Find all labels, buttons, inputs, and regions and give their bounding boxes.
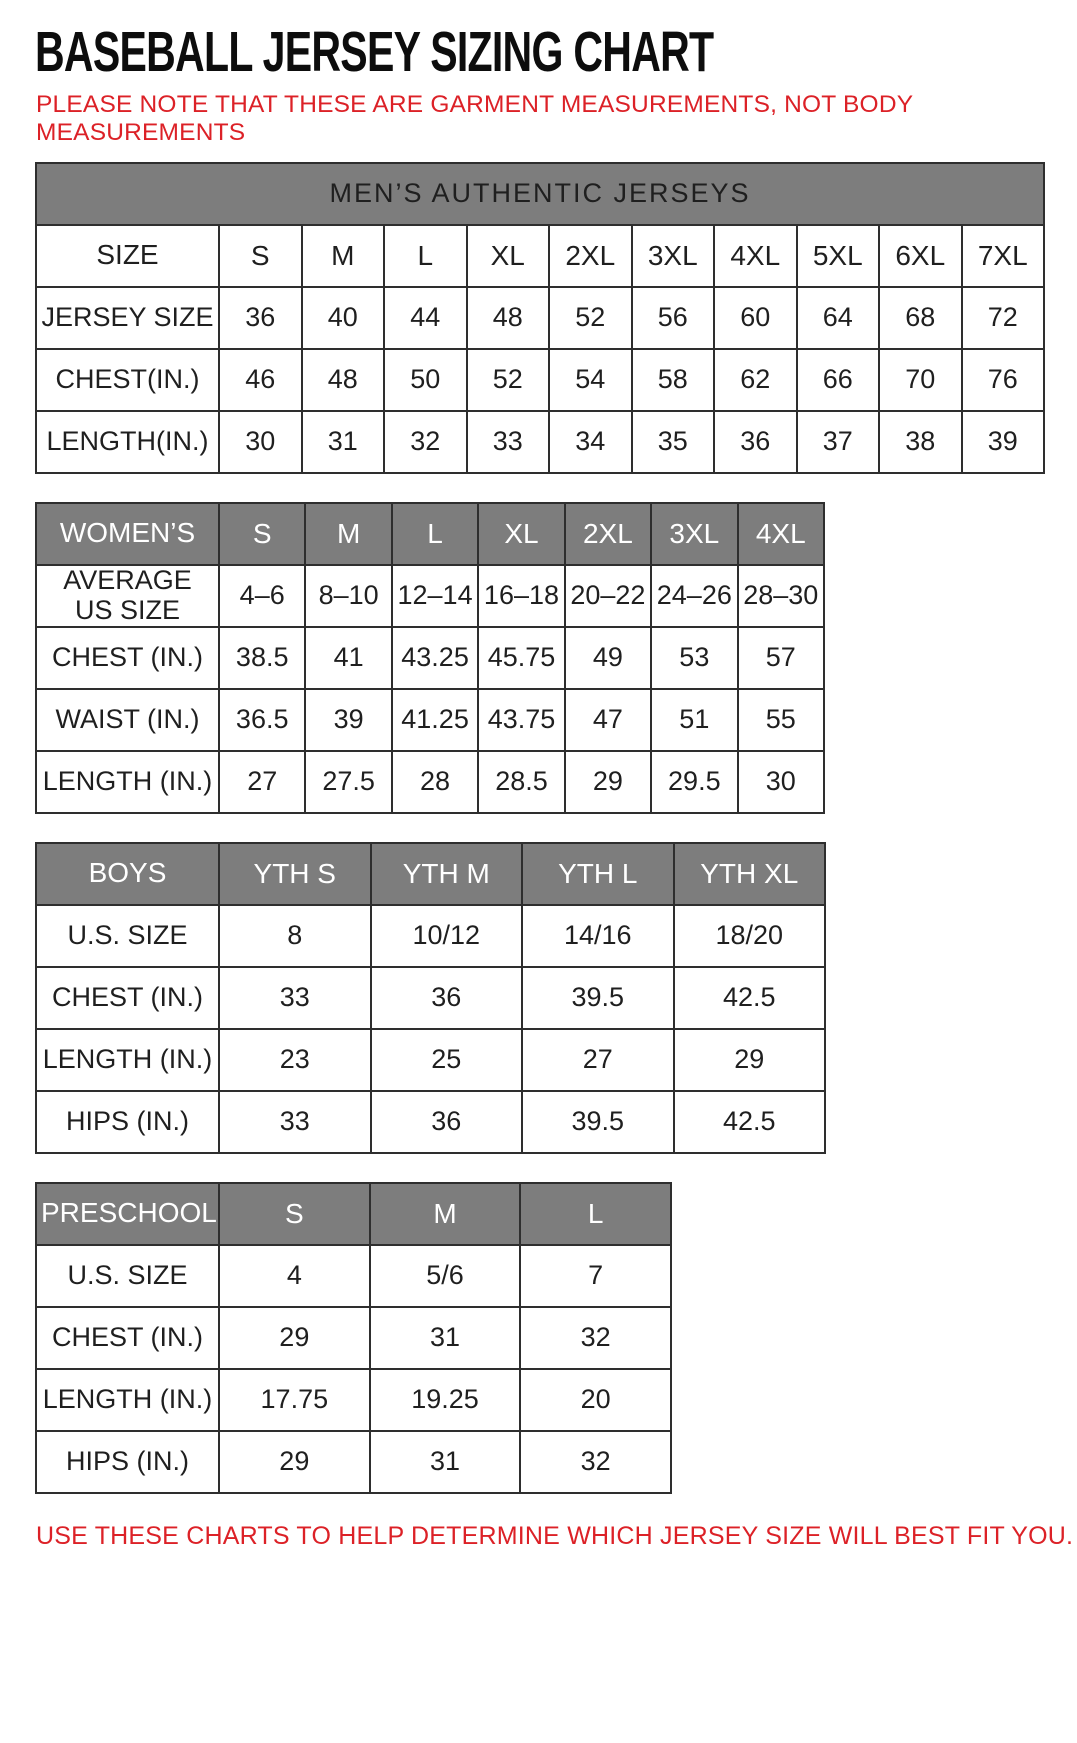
table-header-row [36,843,825,905]
table-header-row [36,1183,671,1245]
row-label-cell: U.S. SIZE [36,1245,219,1307]
boys-sizing-table [35,842,826,1154]
value-cell: 29.5 [651,751,737,813]
value-cell: 30 [738,751,824,813]
table-row [36,689,824,751]
value-cell: 31 [370,1307,521,1369]
table-header-cell: L [392,503,478,565]
table-header-cell: L [520,1183,671,1245]
garment-measurement-note: PLEASE NOTE THAT THESE ARE GARMENT MEASUREMENTS, NOT BODY MEASUREMENTS [36,91,913,147]
value-cell: 72 [962,287,1045,349]
value-cell: 27 [219,751,305,813]
value-cell: 28.5 [478,751,564,813]
value-cell: 29 [674,1029,826,1091]
table-header-cell: YTH XL [674,843,826,905]
table-row [36,905,825,967]
value-cell: 42.5 [674,1091,826,1153]
value-cell: 31 [302,411,385,473]
table-header-cell: 7XL [962,225,1045,287]
table-header-cell: XL [478,503,564,565]
value-cell: 64 [797,287,880,349]
table-header-cell: YTH M [371,843,523,905]
value-cell: 12–14 [392,565,478,627]
table-header-cell: L [384,225,467,287]
value-cell: 48 [302,349,385,411]
value-cell: 60 [714,287,797,349]
value-cell: 35 [632,411,715,473]
value-cell: 40 [302,287,385,349]
table-row [36,411,1044,473]
value-cell: 8–10 [305,565,391,627]
value-cell: 62 [714,349,797,411]
value-cell: 41.25 [392,689,478,751]
row-label-cell: HIPS (IN.) [36,1431,219,1493]
value-cell: 33 [219,1091,371,1153]
table-header-cell: XL [467,225,550,287]
value-cell: 51 [651,689,737,751]
row-label-cell: CHEST(IN.) [36,349,219,411]
table-header-cell: YTH S [219,843,371,905]
value-cell: 39 [962,411,1045,473]
value-cell: 29 [219,1431,370,1493]
value-cell: 38.5 [219,627,305,689]
value-cell: 4–6 [219,565,305,627]
value-cell: 25 [371,1029,523,1091]
value-cell: 46 [219,349,302,411]
table-header-cell: S [219,225,302,287]
value-cell: 17.75 [219,1369,370,1431]
value-cell: 52 [467,349,550,411]
table-row [36,287,1044,349]
value-cell: 19.25 [370,1369,521,1431]
value-cell: 10/12 [371,905,523,967]
row-label-cell: U.S. SIZE [36,905,219,967]
table-header-cell: 5XL [797,225,880,287]
value-cell: 55 [738,689,824,751]
table-row [36,967,825,1029]
value-cell: 58 [632,349,715,411]
value-cell: 16–18 [478,565,564,627]
value-cell: 27.5 [305,751,391,813]
value-cell: 28–30 [738,565,824,627]
value-cell: 39.5 [522,1091,674,1153]
row-label-cell: LENGTH(IN.) [36,411,219,473]
preschool-sizing-table [35,1182,672,1494]
value-cell: 28 [392,751,478,813]
value-cell: 56 [632,287,715,349]
table-row [36,1091,825,1153]
value-cell: 34 [549,411,632,473]
value-cell: 37 [797,411,880,473]
table-header-cell: BOYS [36,843,219,905]
value-cell: 57 [738,627,824,689]
value-cell: 38 [879,411,962,473]
value-cell: 36.5 [219,689,305,751]
table-row [36,1369,671,1431]
value-cell: 5/6 [370,1245,521,1307]
mens-authentic-jerseys-table [35,162,1045,474]
row-label-cell: LENGTH (IN.) [36,1029,219,1091]
table-header-cell: S [219,1183,370,1245]
value-cell: 32 [520,1307,671,1369]
table-row [36,1307,671,1369]
value-cell: 52 [549,287,632,349]
value-cell: 24–26 [651,565,737,627]
value-cell: 23 [219,1029,371,1091]
table-banner-row [36,163,1044,225]
value-cell: 7 [520,1245,671,1307]
value-cell: 54 [549,349,632,411]
value-cell: 76 [962,349,1045,411]
value-cell: 32 [520,1431,671,1493]
value-cell: 4 [219,1245,370,1307]
table-row [36,1029,825,1091]
table-header-row [36,225,1044,287]
row-label-cell: AVERAGE US SIZE [36,565,219,627]
value-cell: 20–22 [565,565,651,627]
value-cell: 8 [219,905,371,967]
value-cell: 47 [565,689,651,751]
row-label-cell: LENGTH (IN.) [36,751,219,813]
womens-sizing-table [35,502,825,814]
table-header-cell: PRESCHOOL [36,1183,219,1245]
value-cell: 49 [565,627,651,689]
table-header-cell: 4XL [738,503,824,565]
table-header-cell: 3XL [632,225,715,287]
mens-authentic-jerseys-banner: MEN’S AUTHENTIC JERSEYS [36,163,1044,225]
value-cell: 29 [565,751,651,813]
table-header-cell: 2XL [565,503,651,565]
value-cell: 43.75 [478,689,564,751]
value-cell: 18/20 [674,905,826,967]
value-cell: 31 [370,1431,521,1493]
row-label-cell: CHEST (IN.) [36,967,219,1029]
table-header-cell: YTH L [522,843,674,905]
value-cell: 39.5 [522,967,674,1029]
table-row [36,1245,671,1307]
table-header-cell: M [370,1183,521,1245]
value-cell: 36 [371,967,523,1029]
value-cell: 42.5 [674,967,826,1029]
row-label-cell: CHEST (IN.) [36,627,219,689]
value-cell: 70 [879,349,962,411]
value-cell: 30 [219,411,302,473]
value-cell: 45.75 [478,627,564,689]
value-cell: 27 [522,1029,674,1091]
table-row [36,627,824,689]
value-cell: 53 [651,627,737,689]
value-cell: 36 [371,1091,523,1153]
table-header-cell: 4XL [714,225,797,287]
value-cell: 68 [879,287,962,349]
table-header-cell: SIZE [36,225,219,287]
row-label-cell: LENGTH (IN.) [36,1369,219,1431]
value-cell: 48 [467,287,550,349]
table-header-cell: M [302,225,385,287]
table-row [36,565,824,627]
value-cell: 36 [219,287,302,349]
value-cell: 20 [520,1369,671,1431]
value-cell: 43.25 [392,627,478,689]
row-label-cell: JERSEY SIZE [36,287,219,349]
value-cell: 66 [797,349,880,411]
table-row [36,1431,671,1493]
value-cell: 50 [384,349,467,411]
table-header-cell: 2XL [549,225,632,287]
value-cell: 33 [219,967,371,1029]
value-cell: 29 [219,1307,370,1369]
row-label-cell: HIPS (IN.) [36,1091,219,1153]
table-header-cell: WOMEN’S [36,503,219,565]
table-header-row [36,503,824,565]
table-row [36,349,1044,411]
page-title: BASEBALL JERSEY SIZING CHART [35,20,714,84]
table-header-cell: M [305,503,391,565]
fit-advice-footer: USE THESE CHARTS TO HELP DETERMINE WHICH JERSEY SIZE WILL BEST FIT YOU. [36,1521,1074,1550]
value-cell: 41 [305,627,391,689]
value-cell: 36 [714,411,797,473]
value-cell: 14/16 [522,905,674,967]
value-cell: 33 [467,411,550,473]
value-cell: 44 [384,287,467,349]
table-row [36,751,824,813]
row-label-cell: CHEST (IN.) [36,1307,219,1369]
table-header-cell: S [219,503,305,565]
table-header-cell: 3XL [651,503,737,565]
value-cell: 39 [305,689,391,751]
row-label-cell: WAIST (IN.) [36,689,219,751]
table-header-cell: 6XL [879,225,962,287]
value-cell: 32 [384,411,467,473]
